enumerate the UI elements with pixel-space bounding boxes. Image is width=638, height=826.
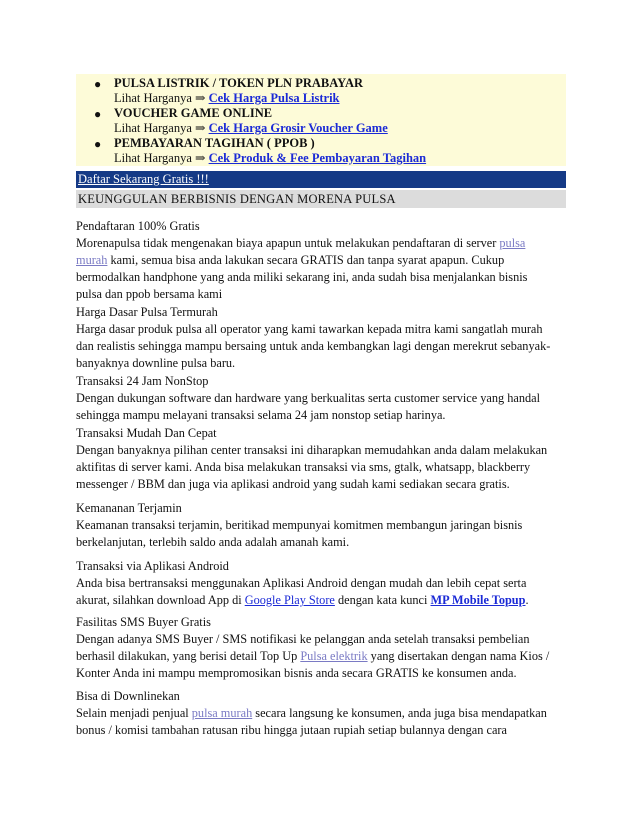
google-play-store-link[interactable]: Google Play Store	[244, 593, 335, 607]
product-list	[76, 74, 566, 166]
feature-text: sehingga mampu melayani transaksi selama 24 jam nonstop setiap harinya.	[76, 408, 446, 422]
pulsa-link[interactable]: pulsa	[499, 236, 526, 250]
mp-mobile-topup-link[interactable]: MP Mobile Topup	[430, 593, 526, 607]
list-item-sub	[114, 151, 426, 165]
pulsa-murah-link[interactable]: pulsa murah	[191, 706, 253, 720]
feature-text: Dengan dukungan software dan hardware yang berkualitas serta customer service yang handal	[76, 391, 541, 405]
feature-text	[76, 235, 566, 252]
feature-block	[76, 558, 566, 609]
text-line: yang disertakan dengan nama Kios /	[367, 649, 550, 663]
feature-text: messenger / BBM dan juga via aplikasi android yang sudah kami sediakan secara gratis.	[76, 477, 510, 491]
feature-text: Dengan banyaknya pilihan center transaksi ini diharapkan memudahkan anda dalam melakukan	[76, 443, 548, 457]
feature-heading: Kemananan Terjamin	[76, 501, 182, 515]
feature-text	[76, 705, 566, 722]
section-title: KEUNGGULAN BERBISNIS DENGAN MORENA PULSA	[78, 192, 396, 206]
signup-link[interactable]: Daftar Sekarang Gratis !!!	[78, 172, 209, 186]
feature-heading: Fasilitas SMS Buyer Gratis	[76, 615, 211, 629]
feature-text	[76, 592, 566, 609]
bullet-icon: ●	[94, 137, 102, 151]
feature-text: Keamanan transaksi terjamin, beritikad mempunyai komitmen membangun jaringan bisnis	[76, 518, 523, 532]
text-line: akurat, silahkan download App di	[76, 593, 245, 607]
section-heading-bar	[76, 190, 566, 208]
feature-text: Harga dasar produk pulsa all operator yang kami tawarkan kepada mitra kami sangatlah murah	[76, 322, 543, 336]
price-link-ppob[interactable]: Cek Produk & Fee Pembayaran Tagihan	[208, 151, 427, 165]
feature-block	[76, 218, 566, 303]
price-link-listrik[interactable]: Cek Harga Pulsa Listrik	[208, 91, 340, 105]
feature-block	[76, 304, 566, 372]
list-item-sub	[114, 91, 340, 105]
bullet-icon: ●	[94, 107, 102, 121]
signup-banner	[76, 171, 566, 188]
list-item-title: VOUCHER GAME ONLINE	[114, 106, 273, 120]
text-line: kami, semua bisa anda lakukan secara GRATIS dan tanpa syarat apapun. Cukup	[107, 253, 505, 267]
feature-heading: Transaksi 24 Jam NonStop	[76, 374, 209, 388]
feature-heading: Pendaftaran 100% Gratis	[76, 219, 200, 233]
feature-block	[76, 425, 566, 493]
feature-block	[76, 614, 566, 682]
feature-text: bermodalkan handphone yang anda miliki sekarang ini, anda sudah bisa menjalankan bisnis	[76, 270, 528, 284]
feature-block	[76, 500, 566, 551]
feature-text: pulsa dan ppob bersama kami	[76, 287, 223, 301]
feature-heading: Transaksi via Aplikasi Android	[76, 559, 229, 573]
feature-text	[76, 648, 566, 665]
feature-block	[76, 373, 566, 424]
feature-text: bonus / komisi tambahan ratusan ribu hingga jutaan rupiah setiap bulannya dengan cara	[76, 723, 507, 737]
text-line: secara langsung ke konsumen, anda juga bisa mendapatkan	[252, 706, 547, 720]
feature-text: Dengan adanya SMS Buyer / SMS notifikasi ke pelanggan anda setelah transaksi pembelian	[76, 632, 530, 646]
text-line: .	[525, 593, 529, 607]
list-item-sub-text: Lihat Harganya ⇒	[114, 151, 209, 165]
feature-text: aktifitas di server kami. Anda bisa melakukan transaksi via sms, gtalk, whatsapp, blackberry	[76, 460, 531, 474]
feature-block	[76, 688, 566, 739]
feature-text: Konter Anda ini mampu mempromosikan bisnis anda secara GRATIS ke konsumen anda.	[76, 666, 517, 680]
list-item-sub-text: Lihat Harganya ⇒	[114, 91, 209, 105]
text-line: berhasil dilakukan, yang berisi detail Top Up	[76, 649, 301, 663]
murah-link[interactable]: murah	[76, 253, 108, 267]
list-item-title: PEMBAYARAN TAGIHAN ( PPOB )	[114, 136, 315, 150]
text-line: dengan kata kunci	[334, 593, 431, 607]
bullet-icon: ●	[94, 77, 102, 91]
feature-text	[76, 252, 566, 269]
feature-text: Anda bisa bertransaksi menggunakan Aplikasi Android dengan mudah dan lebih cepat serta	[76, 576, 527, 590]
feature-heading: Harga Dasar Pulsa Termurah	[76, 305, 218, 319]
list-item-sub-text: Lihat Harganya ⇒	[114, 121, 209, 135]
feature-text: berkelanjutan, terlebih saldo anda adalah amanah kami.	[76, 535, 350, 549]
list-item-sub	[114, 121, 388, 135]
text-line: Selain menjadi penjual	[76, 706, 192, 720]
feature-heading: Transaksi Mudah Dan Cepat	[76, 426, 217, 440]
feature-text: dan realistis sehingga mampu bersaing untuk anda kembangkan lagi dengan merekrut sebanyak-	[76, 339, 551, 353]
price-link-voucher-game[interactable]: Cek Harga Grosir Voucher Game	[208, 121, 388, 135]
text-line: Morenapulsa tidak mengenakan biaya apapun untuk melakukan pendaftaran di server	[76, 236, 500, 250]
feature-text: banyaknya downline pulsa baru.	[76, 356, 236, 370]
list-item-title: PULSA LISTRIK / TOKEN PLN PRABAYAR	[114, 76, 364, 90]
feature-heading: Bisa di Downlinekan	[76, 689, 180, 703]
pulsa-elektrik-link[interactable]: Pulsa elektrik	[300, 649, 368, 663]
